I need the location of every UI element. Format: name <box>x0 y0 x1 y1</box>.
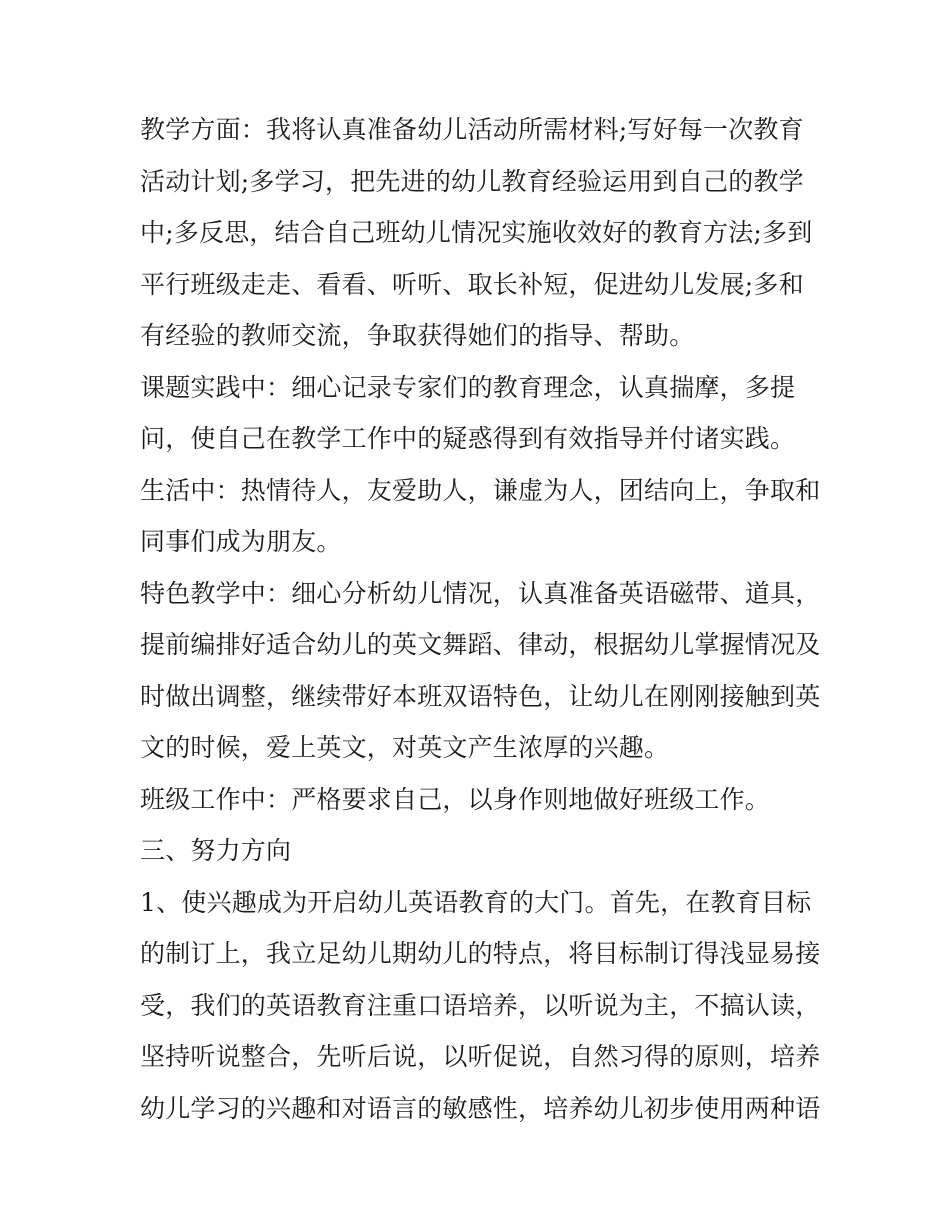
text-line: 提前编排好适合幼儿的英文舞蹈、律动，根据幼儿掌握情况及 <box>140 630 820 659</box>
text-line: 班级工作中：严格要求自己，以身作则地做好班级工作。 <box>140 784 771 814</box>
text-line: 特色教学中：细心分析幼儿情况，认真准备英语磁带、道具， <box>140 578 820 608</box>
text-line: 文的时候，爱上英文，对英文产生浓厚的兴趣。 <box>140 733 670 762</box>
text-line: 平行班级走走、看看、听听、取长补短，促进幼儿发展;多和 <box>140 269 804 299</box>
text-line: 幼儿学习的兴趣和对语言的敏感性，培养幼儿初步使用两种语 <box>140 1093 820 1123</box>
document-body <box>140 104 820 1134</box>
text-line: 教学方面：我将认真准备幼儿活动所需材料;写好每一次教育 <box>140 115 804 144</box>
text-line: 中;多反思，结合自己班幼儿情况实施收效好的教育方法;多到 <box>140 218 813 247</box>
text-line: 有经验的教师交流，争取获得她们的指导、帮助。 <box>140 321 695 350</box>
text-line: 1、使兴趣成为开启幼儿英语教育的大门。首先，在教育目标 <box>140 887 812 917</box>
text-line: 生活中：热情待人，友爱助人，谦虚为人，团结向上，争取和 <box>140 475 820 505</box>
text-line: 同事们成为朋友。 <box>140 527 342 556</box>
text-line: 时做出调整，继续带好本班双语特色，让幼儿在刚刚接触到英 <box>140 681 820 711</box>
text-line: 的制订上，我立足幼儿期幼儿的特点，将目标制订得浅显易接 <box>140 939 820 968</box>
text-line: 活动计划;多学习，把先进的幼儿教育经验运用到自己的教学 <box>140 166 804 196</box>
text-line: 课题实践中：细心记录专家们的教育理念，认真揣摩，多提 <box>140 372 796 402</box>
text-line: 坚持听说整合，先听后说，以听促说，自然习得的原则，培养 <box>140 1042 820 1071</box>
text-line: 问，使自己在教学工作中的疑惑得到有效指导并付诸实践。 <box>140 424 796 453</box>
section-heading: 三、努力方向 <box>140 836 292 865</box>
text-line: 受，我们的英语教育注重口语培养，以听说为主，不搞认读， <box>140 990 820 1020</box>
